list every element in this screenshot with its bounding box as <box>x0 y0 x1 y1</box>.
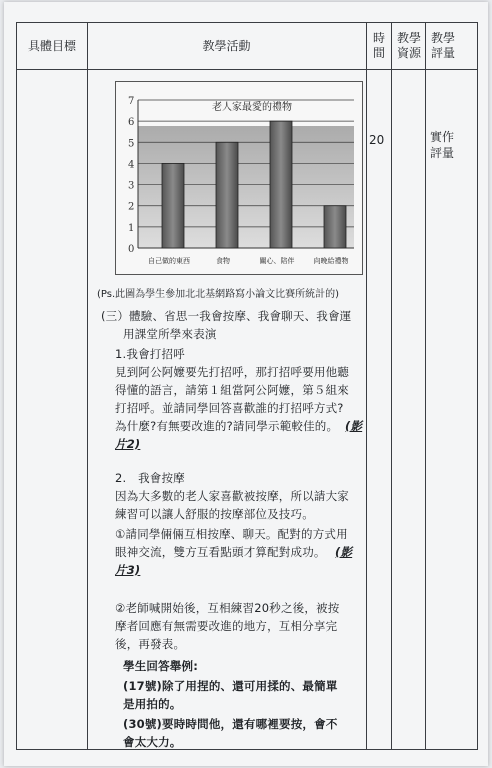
video-ref-3b: 片3) <box>115 563 141 577</box>
x-tick-label: 關心、陪伴 <box>259 257 295 265</box>
chart-caption: (Ps.此圖為學生參加北北基網路寫小論文比賽所統計的) <box>97 289 340 300</box>
header-evaluation: 教學評量 <box>430 31 455 60</box>
lesson-plan-table <box>16 22 478 750</box>
bar <box>324 206 346 248</box>
video-ref-2b: 片2) <box>115 437 141 451</box>
answer-line: (30號)要時時問他，還有哪裡要按，會不 <box>123 717 338 731</box>
bar <box>270 121 292 248</box>
item2-line: 後，再發表。 <box>115 637 186 651</box>
column-divider <box>425 23 426 749</box>
y-tick-label: 6 <box>128 117 135 129</box>
item2-line: 摩者回應有無需要改進的地方，互相分享完 <box>115 619 338 633</box>
video-ref-3a: (影 <box>335 545 353 559</box>
sub2-title: 2. 我會按摩 <box>115 471 185 485</box>
y-tick-label: 2 <box>128 201 135 213</box>
sub1-line: 見到阿公阿嬤要先打招呼，那打招呼要用他聽 <box>115 365 349 379</box>
y-tick-label: 3 <box>128 180 135 192</box>
chart-title: 老人家最愛的禮物 <box>212 102 292 113</box>
bar <box>216 142 238 248</box>
gift-bar-chart <box>115 81 363 275</box>
item1-line: 眼神交流，雙方互看點頭才算配對成功。 <box>115 545 326 559</box>
video-ref-2a: (影 <box>345 419 363 433</box>
header-activities: 教學活動 <box>202 39 251 53</box>
evaluation-value: 實作評量 <box>430 130 455 160</box>
x-tick-label: 自己做的東西 <box>148 257 190 265</box>
sub1-title: 1.我會打招呼 <box>115 347 185 361</box>
sub2-line: 練習可以讓人舒服的按摩部位及技巧。 <box>115 507 314 521</box>
y-tick-label: 1 <box>128 222 135 234</box>
section3-title-line2: 用課堂所學來表演 <box>123 327 217 341</box>
y-tick-label: 4 <box>128 159 135 171</box>
header-time: 時間 <box>372 31 385 60</box>
header-objectives: 具體目標 <box>27 39 76 53</box>
column-divider <box>87 23 88 749</box>
header-resources: 教學資源 <box>396 31 421 60</box>
answer-line: (17號)除了用捏的、還可用揉的、最簡單 <box>123 679 338 693</box>
item2-line: ②老師喊開始後，互相練習20秒之後，被按 <box>115 601 340 615</box>
column-divider <box>391 23 392 749</box>
y-tick-label: 7 <box>128 96 135 107</box>
x-tick-label: 食物 <box>216 257 230 265</box>
time-value: 20 <box>369 133 385 147</box>
answer-line: 是用拍的。 <box>123 697 182 711</box>
sub1-line: 打招呼。並請同學回答喜歡誰的打招呼方式? <box>115 401 344 415</box>
y-tick-label: 0 <box>128 244 135 255</box>
column-divider <box>366 23 367 749</box>
section3-title-line1: (三）體驗、省思一我會按摩、我會聊天、我會運 <box>101 309 352 323</box>
sub1-line: 為什麼?有無要改進的?請同學示範較佳的。 <box>115 419 339 433</box>
answers-title: 學生回答舉例: <box>123 659 198 673</box>
answer-line: 會太大力。 <box>123 735 182 749</box>
x-tick-label: 向晚給禮物 <box>313 257 349 265</box>
document-page <box>4 2 488 766</box>
chart-canvas <box>116 82 362 274</box>
sub2-line: 因為大多數的老人家喜歡被按摩，所以請大家 <box>115 489 349 503</box>
item1-line: ①請同學倆倆互相按摩、聊天。配對的方式用 <box>115 527 348 541</box>
y-tick-label: 5 <box>128 138 135 150</box>
bar <box>162 163 184 248</box>
sub1-line: 得懂的語言，請第１組當阿公阿嬤，第５組來 <box>115 383 349 397</box>
header-divider <box>17 69 477 70</box>
